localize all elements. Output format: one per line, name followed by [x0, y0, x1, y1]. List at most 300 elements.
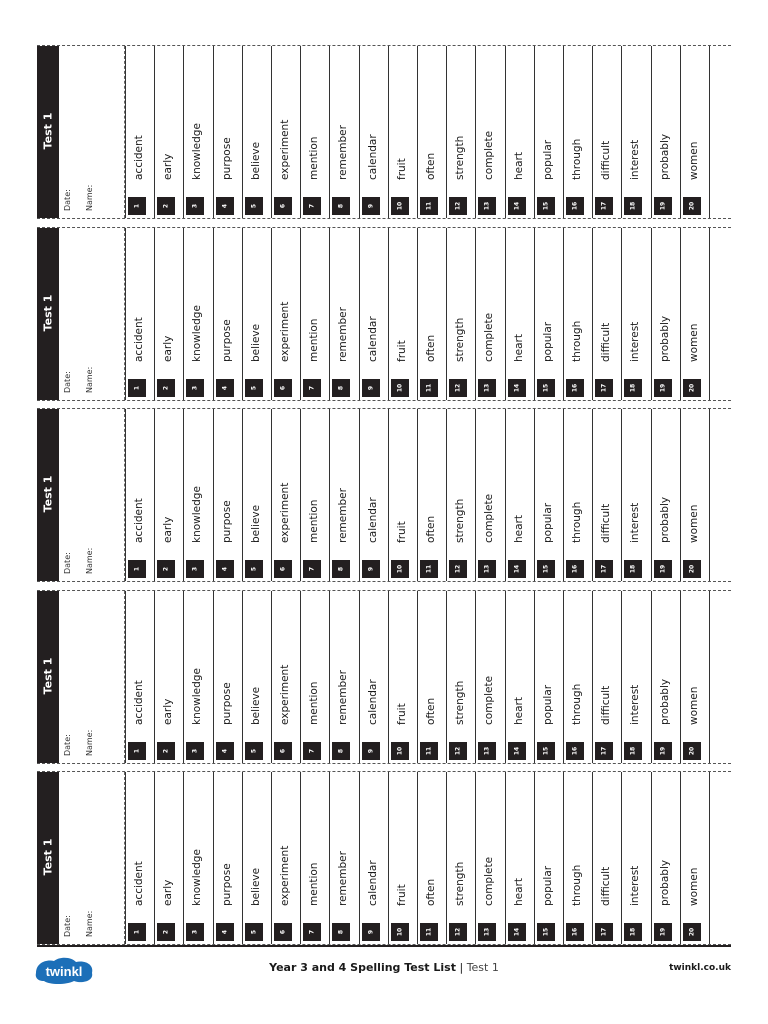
- word-row[interactable]: [680, 409, 710, 581]
- word-row[interactable]: [446, 772, 476, 944]
- spelling-word: accident: [133, 680, 145, 725]
- spelling-word: experiment: [279, 301, 291, 362]
- word-number: 16: [571, 383, 579, 393]
- spelling-word: experiment: [279, 482, 291, 543]
- word-number-badge: [537, 742, 555, 760]
- word-number: 4: [221, 929, 229, 935]
- test-title: Test 1: [41, 294, 55, 332]
- spelling-word: knowledge: [191, 668, 204, 725]
- word-row[interactable]: [446, 409, 476, 581]
- word-row[interactable]: [125, 228, 155, 400]
- date-field[interactable]: [59, 46, 81, 218]
- word-number-badge: [449, 560, 467, 578]
- spelling-word: probably: [658, 496, 671, 543]
- word-row[interactable]: [125, 409, 155, 581]
- word-number: 14: [513, 201, 521, 211]
- date-label: Date:: [63, 915, 72, 937]
- spelling-word: fruit: [395, 703, 408, 725]
- word-row[interactable]: [651, 772, 681, 944]
- word-row[interactable]: [329, 46, 359, 218]
- word-number: 10: [396, 746, 404, 756]
- word-row[interactable]: [213, 409, 243, 581]
- word-number: 7: [308, 203, 316, 209]
- word-row[interactable]: [563, 46, 593, 218]
- spelling-word: women: [687, 323, 700, 362]
- word-number: 5: [250, 748, 258, 754]
- spelling-word: strength: [454, 861, 467, 906]
- word-number-badge: [245, 197, 263, 215]
- word-row[interactable]: [680, 591, 710, 763]
- spelling-word: heart: [512, 515, 525, 543]
- word-number-badge: [362, 923, 380, 941]
- word-number-badge: [362, 379, 380, 397]
- word-number-badge: [624, 197, 642, 215]
- word-number-badge: [595, 742, 613, 760]
- word-row[interactable]: [242, 772, 272, 944]
- word-number-badge: [216, 742, 234, 760]
- spelling-word: through: [571, 320, 583, 362]
- word-number: 6: [279, 566, 287, 572]
- word-row[interactable]: [505, 591, 535, 763]
- word-row[interactable]: [417, 409, 447, 581]
- word-row[interactable]: [651, 228, 681, 400]
- word-number-badge: [566, 379, 584, 397]
- word-number: 14: [513, 564, 521, 574]
- word-number-badge: [157, 923, 175, 941]
- spelling-word: early: [162, 516, 175, 543]
- word-number-badge: [420, 560, 438, 578]
- spelling-word: calendar: [366, 679, 379, 725]
- name-label: Name:: [85, 184, 94, 211]
- spelling-word: accident: [133, 135, 145, 180]
- word-number-badge: [654, 379, 672, 397]
- spelling-word: probably: [658, 315, 671, 362]
- word-row[interactable]: [505, 228, 535, 400]
- spelling-word: strength: [454, 498, 467, 543]
- word-row[interactable]: [475, 228, 505, 400]
- word-number-badge: [157, 197, 175, 215]
- word-number: 14: [513, 383, 521, 393]
- footer-title-sep: |: [455, 961, 467, 974]
- word-number: 9: [367, 385, 375, 391]
- word-number-badge: [420, 379, 438, 397]
- footer-title-bold: Year 3 and 4 Spelling Test List: [269, 961, 456, 974]
- word-row[interactable]: [154, 46, 184, 218]
- test-title: Test 1: [41, 838, 55, 876]
- word-row[interactable]: [300, 46, 330, 218]
- word-number: 12: [454, 746, 462, 756]
- word-number-badge: [508, 923, 526, 941]
- word-number: 8: [337, 566, 345, 572]
- spelling-word: through: [571, 683, 583, 725]
- spelling-word: strength: [454, 317, 467, 362]
- word-number-badge: [186, 197, 204, 215]
- word-row[interactable]: [300, 591, 330, 763]
- word-number: 12: [454, 383, 462, 393]
- word-number: 3: [191, 748, 199, 754]
- word-number-badge: [566, 560, 584, 578]
- test-title: Test 1: [41, 475, 55, 513]
- word-row[interactable]: [242, 228, 272, 400]
- spelling-word: often: [425, 334, 437, 362]
- word-row[interactable]: [388, 409, 418, 581]
- word-number-badge: [332, 923, 350, 941]
- word-number: 19: [659, 201, 667, 211]
- word-row[interactable]: [534, 409, 564, 581]
- word-number-badge: [566, 197, 584, 215]
- name-field[interactable]: [81, 772, 125, 944]
- word-number: 1: [133, 929, 141, 935]
- word-row[interactable]: [359, 772, 389, 944]
- spelling-word: fruit: [395, 884, 408, 906]
- word-number: 18: [629, 383, 637, 393]
- word-row[interactable]: [388, 46, 418, 218]
- word-number: 2: [162, 748, 170, 754]
- word-row[interactable]: [417, 46, 447, 218]
- word-number-badge: [245, 923, 263, 941]
- word-row[interactable]: [329, 591, 359, 763]
- word-row[interactable]: [271, 409, 301, 581]
- footer-title-sub: Test 1: [466, 961, 499, 974]
- spelling-word: purpose: [220, 137, 233, 180]
- word-row[interactable]: [183, 409, 213, 581]
- spelling-word: experiment: [279, 664, 291, 725]
- spelling-word: probably: [658, 678, 671, 725]
- word-row[interactable]: [359, 228, 389, 400]
- name-label: Name:: [85, 910, 94, 937]
- word-row[interactable]: [592, 409, 622, 581]
- spelling-word: women: [687, 504, 700, 543]
- word-number: 6: [279, 748, 287, 754]
- word-row[interactable]: [359, 591, 389, 763]
- spelling-word: knowledge: [191, 305, 204, 362]
- word-number: 19: [659, 746, 667, 756]
- word-row[interactable]: [359, 46, 389, 218]
- word-row[interactable]: [592, 772, 622, 944]
- spelling-word: purpose: [220, 863, 233, 906]
- spelling-word: often: [425, 152, 437, 180]
- word-number: 6: [279, 929, 287, 935]
- word-row[interactable]: [534, 228, 564, 400]
- word-number: 16: [571, 201, 579, 211]
- word-number: 17: [600, 927, 608, 937]
- word-number: 1: [133, 748, 141, 754]
- word-number-badge: [537, 923, 555, 941]
- footer-title: [0, 961, 768, 974]
- word-row[interactable]: [213, 591, 243, 763]
- word-row[interactable]: [300, 409, 330, 581]
- word-number: 1: [133, 385, 141, 391]
- word-number: 20: [688, 564, 696, 574]
- word-number: 8: [337, 748, 345, 754]
- word-row[interactable]: [388, 591, 418, 763]
- word-number-badge: [595, 560, 613, 578]
- word-number: 3: [191, 566, 199, 572]
- spelling-word: strength: [454, 680, 467, 725]
- word-number: 4: [221, 566, 229, 572]
- word-row[interactable]: [271, 46, 301, 218]
- name-field[interactable]: [81, 46, 125, 218]
- spelling-word: difficult: [600, 685, 613, 725]
- word-number-badge: [654, 197, 672, 215]
- word-number-badge: [654, 742, 672, 760]
- date-field[interactable]: [59, 228, 81, 400]
- word-row[interactable]: [271, 228, 301, 400]
- spelling-word: complete: [483, 675, 496, 725]
- word-row[interactable]: [563, 772, 593, 944]
- word-row[interactable]: [680, 46, 710, 218]
- word-row[interactable]: [475, 591, 505, 763]
- word-number-badge: [332, 379, 350, 397]
- word-number: 18: [629, 564, 637, 574]
- word-row[interactable]: [125, 591, 155, 763]
- word-number-badge: [683, 560, 701, 578]
- word-number: 10: [396, 201, 404, 211]
- word-row[interactable]: [417, 228, 447, 400]
- word-number: 8: [337, 203, 345, 209]
- word-row[interactable]: [621, 591, 651, 763]
- word-number: 11: [425, 383, 433, 393]
- word-row[interactable]: [271, 772, 301, 944]
- word-row[interactable]: [680, 772, 710, 944]
- answer-spare-column: [709, 409, 732, 581]
- word-number: 9: [367, 203, 375, 209]
- spelling-word: women: [687, 686, 700, 725]
- word-number-badge: [332, 742, 350, 760]
- spelling-word: difficult: [600, 140, 613, 180]
- word-number: 1: [133, 203, 141, 209]
- word-number-badge: [274, 560, 292, 578]
- word-number-badge: [157, 742, 175, 760]
- word-row[interactable]: [475, 409, 505, 581]
- word-row[interactable]: [621, 409, 651, 581]
- spelling-word: interest: [629, 502, 642, 543]
- spelling-word: experiment: [279, 119, 291, 180]
- word-number-badge: [157, 560, 175, 578]
- word-number-badge: [420, 742, 438, 760]
- word-row[interactable]: [651, 409, 681, 581]
- word-number-badge: [362, 742, 380, 760]
- word-number-badge: [595, 379, 613, 397]
- word-number-badge: [128, 560, 146, 578]
- word-row[interactable]: [213, 46, 243, 218]
- spelling-word: experiment: [279, 845, 291, 906]
- word-number: 5: [250, 385, 258, 391]
- word-row[interactable]: [183, 46, 213, 218]
- answer-spare-column: [709, 591, 732, 763]
- word-row[interactable]: [505, 46, 535, 218]
- word-number-badge: [478, 923, 496, 941]
- word-number-badge: [566, 742, 584, 760]
- word-number-badge: [303, 379, 321, 397]
- spelling-word: mention: [308, 318, 321, 362]
- word-row[interactable]: [621, 772, 651, 944]
- word-row[interactable]: [213, 228, 243, 400]
- word-row[interactable]: [592, 46, 622, 218]
- word-number: 12: [454, 927, 462, 937]
- word-row[interactable]: [505, 409, 535, 581]
- spelling-word: interest: [629, 139, 642, 180]
- logo-text: twinkl: [45, 964, 83, 979]
- word-row[interactable]: [534, 772, 564, 944]
- name-field[interactable]: [81, 228, 125, 400]
- word-row[interactable]: [388, 772, 418, 944]
- word-row[interactable]: [592, 228, 622, 400]
- spelling-word: complete: [483, 312, 496, 362]
- word-row[interactable]: [563, 409, 593, 581]
- spelling-word: early: [162, 335, 175, 362]
- word-number: 11: [425, 201, 433, 211]
- word-row[interactable]: [183, 772, 213, 944]
- word-number: 15: [542, 746, 550, 756]
- word-row[interactable]: [125, 772, 155, 944]
- word-number: 17: [600, 564, 608, 574]
- date-label: Date:: [63, 734, 72, 756]
- word-number-badge: [303, 742, 321, 760]
- word-number-badge: [362, 560, 380, 578]
- word-number: 1: [133, 566, 141, 572]
- date-field[interactable]: [59, 591, 81, 763]
- word-row[interactable]: [446, 228, 476, 400]
- word-number-badge: [537, 379, 555, 397]
- word-row[interactable]: [242, 409, 272, 581]
- word-row[interactable]: [213, 772, 243, 944]
- word-row[interactable]: [621, 46, 651, 218]
- word-row[interactable]: [417, 772, 447, 944]
- word-number: 15: [542, 383, 550, 393]
- name-label: Name:: [85, 729, 94, 756]
- word-row[interactable]: [417, 591, 447, 763]
- word-row[interactable]: [242, 46, 272, 218]
- word-number-badge: [624, 923, 642, 941]
- word-number: 16: [571, 564, 579, 574]
- word-row[interactable]: [534, 46, 564, 218]
- name-label: Name:: [85, 366, 94, 393]
- date-field[interactable]: [59, 409, 81, 581]
- spelling-word: accident: [133, 317, 145, 362]
- word-row[interactable]: [154, 591, 184, 763]
- spelling-word: interest: [629, 684, 642, 725]
- word-row[interactable]: [446, 591, 476, 763]
- word-row[interactable]: [680, 228, 710, 400]
- word-row[interactable]: [592, 591, 622, 763]
- word-number-badge: [303, 197, 321, 215]
- word-row[interactable]: [300, 772, 330, 944]
- word-row[interactable]: [125, 46, 155, 218]
- name-field[interactable]: [81, 409, 125, 581]
- spelling-word: knowledge: [191, 849, 204, 906]
- word-number-badge: [245, 379, 263, 397]
- word-number-badge: [332, 197, 350, 215]
- spelling-word: mention: [308, 862, 321, 906]
- word-number-badge: [186, 923, 204, 941]
- date-label: Date:: [63, 552, 72, 574]
- word-row[interactable]: [359, 409, 389, 581]
- word-number: 18: [629, 927, 637, 937]
- word-number-badge: [245, 742, 263, 760]
- word-row[interactable]: [475, 772, 505, 944]
- word-number: 9: [367, 929, 375, 935]
- word-row[interactable]: [651, 591, 681, 763]
- spelling-word: purpose: [220, 500, 233, 543]
- word-number-badge: [654, 923, 672, 941]
- word-number: 6: [279, 385, 287, 391]
- word-row[interactable]: [446, 46, 476, 218]
- word-row[interactable]: [329, 772, 359, 944]
- word-row[interactable]: [271, 591, 301, 763]
- word-row[interactable]: [651, 46, 681, 218]
- word-number: 4: [221, 385, 229, 391]
- word-number: 2: [162, 566, 170, 572]
- word-row[interactable]: [621, 228, 651, 400]
- name-field[interactable]: [81, 591, 125, 763]
- answer-spare-column: [709, 772, 732, 944]
- word-row[interactable]: [183, 228, 213, 400]
- word-row[interactable]: [505, 772, 535, 944]
- word-row[interactable]: [154, 409, 184, 581]
- test-strip: [37, 590, 731, 764]
- spelling-word: accident: [133, 498, 145, 543]
- spelling-word: difficult: [600, 322, 613, 362]
- word-number-badge: [683, 379, 701, 397]
- word-number: 11: [425, 927, 433, 937]
- word-row[interactable]: [563, 591, 593, 763]
- word-number-badge: [683, 923, 701, 941]
- word-row[interactable]: [154, 228, 184, 400]
- spelling-word: interest: [629, 321, 642, 362]
- spelling-word: heart: [512, 334, 525, 362]
- word-row[interactable]: [183, 591, 213, 763]
- word-number: 18: [629, 746, 637, 756]
- word-number-badge: [274, 742, 292, 760]
- word-row[interactable]: [300, 228, 330, 400]
- word-number: 13: [483, 201, 491, 211]
- word-number: 13: [483, 383, 491, 393]
- word-row[interactable]: [388, 228, 418, 400]
- spelling-word: women: [687, 867, 700, 906]
- word-row[interactable]: [154, 772, 184, 944]
- word-number: 8: [337, 929, 345, 935]
- spelling-word: often: [425, 515, 437, 543]
- word-number: 6: [279, 203, 287, 209]
- spelling-word: calendar: [366, 860, 379, 906]
- word-number-badge: [391, 923, 409, 941]
- word-row[interactable]: [475, 46, 505, 218]
- word-row[interactable]: [242, 591, 272, 763]
- word-number-badge: [216, 379, 234, 397]
- word-number-badge: [303, 560, 321, 578]
- word-number-badge: [508, 379, 526, 397]
- word-number-badge: [478, 560, 496, 578]
- word-row[interactable]: [563, 228, 593, 400]
- spelling-word: remember: [337, 125, 350, 180]
- spelling-word: heart: [512, 152, 525, 180]
- spelling-word: knowledge: [191, 486, 204, 543]
- word-number-badge: [391, 742, 409, 760]
- word-row[interactable]: [329, 409, 359, 581]
- strip-header: [37, 228, 59, 400]
- word-number: 10: [396, 383, 404, 393]
- spelling-word: fruit: [395, 521, 408, 543]
- test-strip: [37, 771, 731, 945]
- spelling-word: probably: [658, 859, 671, 906]
- word-number-badge: [449, 197, 467, 215]
- word-number-badge: [624, 742, 642, 760]
- word-row[interactable]: [534, 591, 564, 763]
- date-field[interactable]: [59, 772, 81, 944]
- word-row[interactable]: [329, 228, 359, 400]
- spelling-word: heart: [512, 697, 525, 725]
